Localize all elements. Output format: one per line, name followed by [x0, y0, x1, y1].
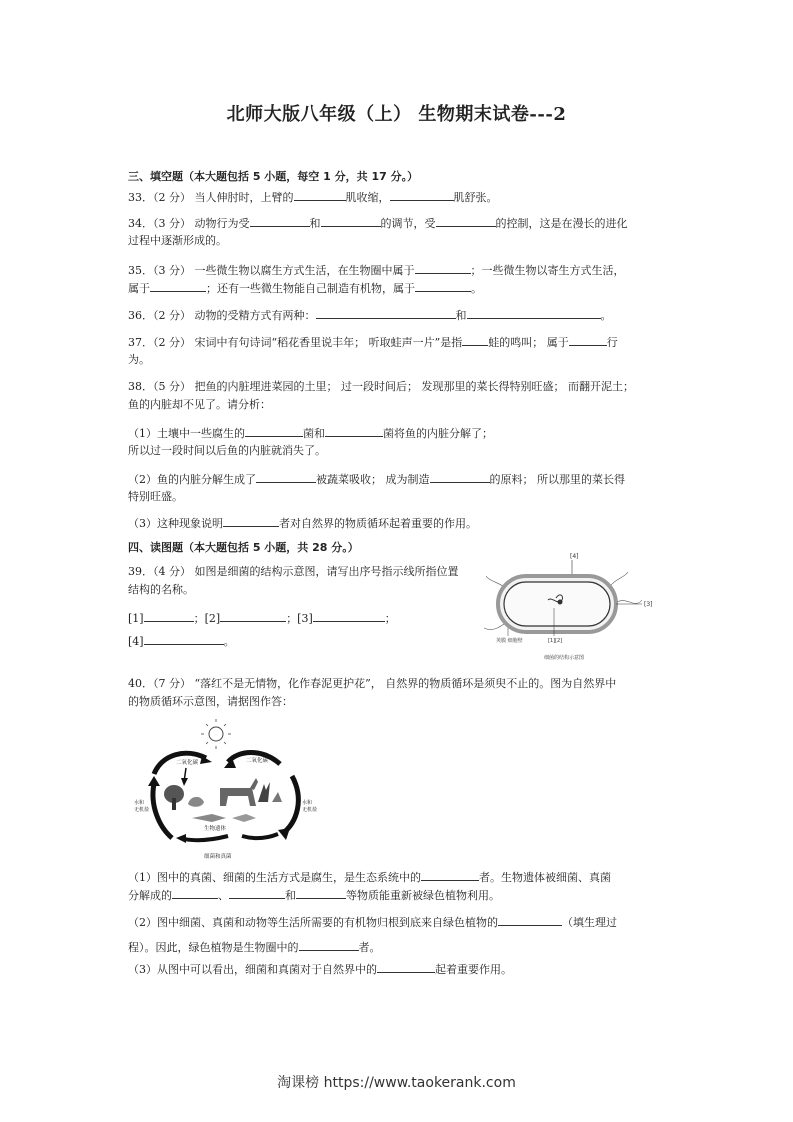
question-40-2-cont: 程）。因此，绿色植物是生物圈中的 者。	[128, 938, 668, 957]
bacteria-diagram	[478, 548, 662, 664]
label-water-right-1: 水和	[302, 800, 313, 806]
label-capsule-wall: 荚膜 细胞壁	[496, 638, 523, 644]
question-38-cont: 鱼的内脏却不见了。请分析：	[128, 398, 271, 411]
label-4: [4]	[570, 553, 579, 560]
question-38-2: （2）鱼的内脏分解生成了 被蔬菜吸收； 成为制造 的原料； 所以那里的菜长得	[128, 470, 668, 489]
blank	[436, 214, 496, 227]
question-39-fields-2: [4] 。	[128, 632, 328, 651]
blank	[498, 913, 562, 926]
label-water-left-1: 水和	[134, 800, 145, 806]
label-3: [3]	[644, 601, 653, 608]
blank	[299, 938, 359, 951]
blank	[390, 188, 454, 201]
question-38: 38．（5 分） 把鱼的内脏埋进菜园的土里； 过一段时间后； 发现那里的菜长得特别旺盛； 而翻开泥土；	[128, 380, 634, 393]
blank	[467, 306, 601, 319]
blank	[430, 470, 490, 483]
blank	[415, 279, 471, 292]
question-35: 35．（3 分） 一些微生物以腐生方式生活，在生物圈中属于 ；一些微生物以寄生方式生活，	[128, 261, 668, 280]
question-33: 33．（2 分） 当人伸肘时，上臂的 肌收缩， 肌舒张。	[128, 188, 668, 207]
blank	[321, 214, 381, 227]
question-40: 40．（7 分） “落红不是无情物，化作春泥更护花”， 自然界的物质循环是须臾不止的。图为自然界中	[128, 677, 617, 690]
label-remains: 生物遗体	[204, 826, 227, 832]
label-1-2: [1][2]	[548, 638, 563, 644]
section-4-heading: 四、读图题（本大题包括 5 小题，共 28 分。）	[128, 541, 359, 554]
blank	[144, 609, 194, 622]
question-36: 36．（2 分） 动物的受精方式有两种： 和 。	[128, 306, 668, 325]
label-water-left-2: 无机盐	[134, 807, 150, 813]
label-co2-right: 二氧化碳	[246, 758, 269, 764]
footer-watermark: 淘课榜 https://www.taokerank.com	[277, 1075, 516, 1091]
blank	[172, 886, 218, 899]
question-40-2: （2）图中细菌、真菌和动物等生活所需要的有机物归根到底来自绿色植物的 （填生理过	[128, 913, 668, 932]
blank	[150, 279, 206, 292]
question-38-1: （1）土壤中一些腐生的 菌和 菌将鱼的内脏分解了；	[128, 424, 668, 443]
question-34-cont: 过程中逐渐形成的。	[128, 234, 227, 247]
blank	[377, 960, 435, 973]
label-bacteria-fungi: 细菌和真菌	[204, 854, 232, 860]
blank	[223, 514, 279, 527]
question-37: 37．（2 分） 宋词中有句诗词“稻花香里说丰年； 听取蛙声一片”是指 蛙的鸣叫； 属于 行	[128, 333, 668, 352]
question-39-fields: [1] ；[2] ；[3] ；	[128, 609, 468, 628]
question-38-3: （3）这种现象说明 者对自然界的物质循环起着重要的作用。	[128, 514, 668, 533]
blank	[421, 868, 479, 881]
question-40-cont: 的物质循环示意图，请据图作答：	[128, 695, 293, 708]
blank	[294, 188, 346, 201]
blank	[220, 609, 286, 622]
page-title: 北师大版八年级（上） 生物期末试卷---2	[226, 104, 567, 125]
blank	[316, 306, 456, 319]
label-co2-left: 二氧化碳	[176, 760, 199, 766]
question-39-cont: 结构的名称。	[128, 583, 194, 596]
question-40-1-cont: 分解成的 、 和 等物质能重新被绿色植物利用。	[128, 886, 668, 905]
blank	[569, 333, 607, 346]
question-34: 34．（3 分） 动物行为受 和 的调节，受 的控制，这是在漫长的进化	[128, 214, 668, 233]
blank	[144, 632, 224, 645]
blank	[250, 214, 310, 227]
blank	[415, 261, 471, 274]
question-35-cont: 属于 ；还有一些微生物能自己制造有机物，属于 。	[128, 279, 668, 298]
blank	[313, 609, 385, 622]
question-38-2-cont: 特别旺盛。	[128, 490, 183, 503]
question-37-cont: 为。	[128, 353, 150, 366]
blank	[256, 470, 316, 483]
blank	[229, 886, 285, 899]
material-cycle-diagram	[132, 718, 324, 868]
blank	[245, 424, 303, 437]
diagram-caption: 细菌的结构示意图	[544, 655, 585, 661]
blank	[325, 424, 383, 437]
question-38-1-cont: 所以过一段时间以后鱼的内脏就消失了。	[128, 444, 326, 457]
section-3-heading: 三、填空题（本大题包括 5 小题，每空 1 分，共 17 分。）	[128, 170, 419, 183]
question-40-3: （3）从图中可以看出，细菌和真菌对于自然界中的 起着重要作用。	[128, 960, 668, 979]
question-40-1: （1）图中的真菌、细菌的生活方式是腐生，是生态系统中的 者。生物遗体被细菌、真菌	[128, 868, 668, 887]
question-39: 39．（4 分） 如图是细菌的结构示意图，请写出序号指示线所指位置	[128, 565, 459, 578]
label-water-right-2: 无机盐	[302, 807, 318, 813]
blank	[296, 886, 346, 899]
blank	[462, 333, 488, 346]
